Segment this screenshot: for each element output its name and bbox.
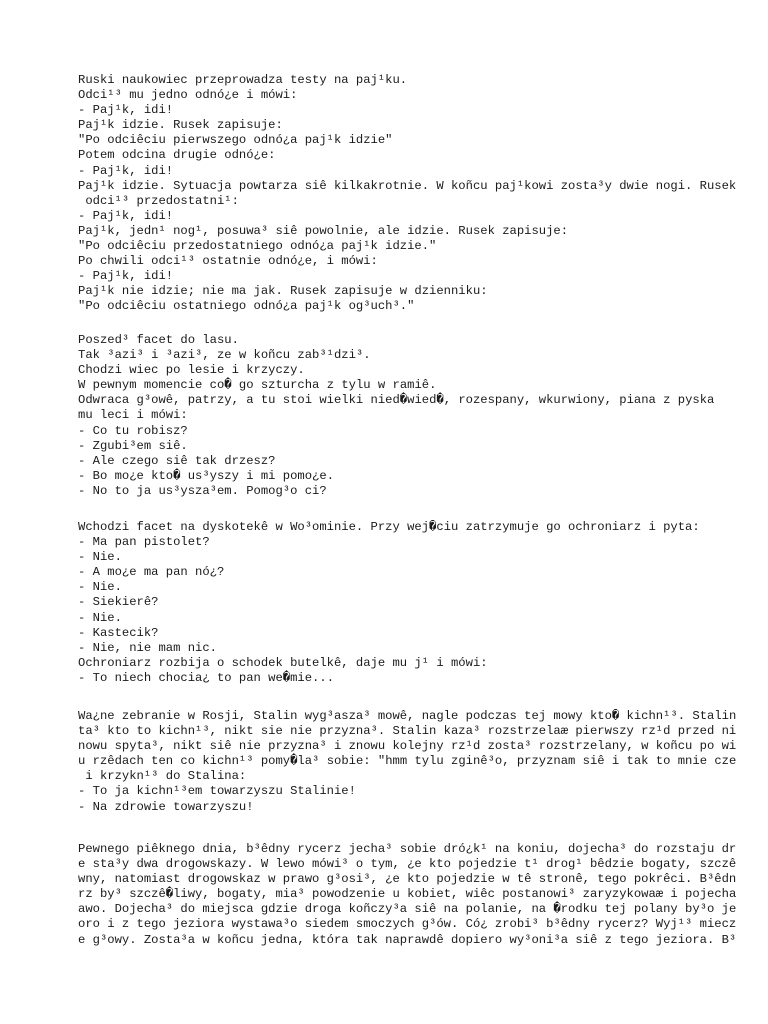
text-line: - Ma pan pistolet? [78,535,210,550]
text-line: awo. Dojecha³ do miejsca gdzie droga koñczy³a siê na polanie, na �rodku tej polany by³o je [78,902,737,917]
text-line: e sta³y dwa drogowskazy. W lewo mówi³ o tym, ¿e kto pojedzie t¹ drog¹ bêdzie bogaty, szczê [78,857,737,872]
text-line: u rzêdach ten co kichn¹³ pomy�la³ sobie: "hmm tylu zginê³o, przyznam siê i tak to mnie cze [78,754,737,769]
text-line: Wchodzi facet na dyskotekê w Wo³ominie. Przy wej�ciu zatrzymuje go ochroniarz i pyta: [78,520,700,534]
text-line: "Po odciêciu pierwszego odnó¿a paj¹k idzie" [78,133,393,148]
text-line: "Po odciêciu ostatniego odnó¿a paj¹k og³uch³." [78,299,415,314]
text-line: - Nie. [78,580,122,595]
text-line: rz by³ szczê�liwy, bogaty, mia³ powodzenie u kobiet, wiêc postanowi³ zaryzykowaæ i pojecha [78,887,737,902]
text-line: - Na zdrowie towarzyszu! [78,799,254,814]
text-line: mu leci i mówi: [78,408,188,423]
joke-knight [78,842,768,948]
text-line: Ochroniarz rozbija o schodek butelkê, daje mu j¹ i mówi: [78,655,488,670]
text-line: - Paj¹k, idi! [78,208,174,223]
text-line: - Kastecik? [78,625,159,640]
joke-stalin [78,709,768,815]
text-line: W pewnym momencie co� go szturcha z tylu w ramiê. [78,378,437,393]
text-line: Odwraca g³owê, patrzy, a tu stoi wielki nied�wied�, rozespany, wkurwiony, piana z pyska [78,393,715,408]
text-line: wny, natomiast drogowskaz w prawo g³osi³, ¿e kto pojedzie w tê stronê, tego pokrêci. B³êdn [78,872,737,887]
text-line: - Nie, nie mam nic. [78,640,217,655]
text-line: - To ja kichn¹³em towarzyszu Stalinie! [78,784,356,799]
text-line: - Nie. [78,610,122,625]
text-line: "Po odciêciu przedostatniego odnó¿a paj¹k idzie." [78,239,437,254]
text-line: - Bo mo¿e kto� us³yszy i mi pomo¿e. [78,468,335,483]
text-line: - To niech chocia¿ to pan we�mie... [78,670,335,685]
text-line: - Paj¹k, idi! [78,163,174,178]
text-line: - Zgubi³em siê. [78,438,188,453]
text-line: e g³owy. Zosta³a w koñcu jedna, która tak naprawdê dopiero wy³oni³a siê z tego jeziora. B³ [78,932,737,947]
text-line: - Ale czego siê tak drzesz? [78,453,276,468]
text-line: Paj¹k, jedn¹ nog¹, posuwa³ siê powolnie, ale idzie. Rusek zapisuje: [78,223,569,238]
text-line: Paj¹k idzie. Rusek zapisuje: [78,118,283,133]
text-line: - Co tu robisz? [78,423,188,438]
text-line: ta³ kto to kichn¹³, nikt sie nie przyzna³. Stalin kaza³ rozstrzelaæ pierwszy rz¹d przed ni [78,724,737,739]
text-line: - A mo¿e ma pan nó¿? [78,565,225,580]
text-line: odci¹³ przedostatni¹: [78,193,239,208]
text-line: nowu spyta³, nikt siê nie przyzna³ i znowu kolejny rz¹d zosta³ rozstrzelany, w koñcu po wi [78,739,737,754]
text-line: Ruski naukowiec przeprowadza testy na paj¹ku. [78,73,408,87]
joke-bear [78,333,768,499]
text-line: Poszed³ facet do lasu. [78,333,239,347]
text-line: Chodzi wiec po lesie i krzyczy. [78,363,305,378]
text-line: Wa¿ne zebranie w Rosji, Stalin wyg³asza³ mowê, nagle podczas tej mowy kto� kichn¹³. Stalin [78,709,737,723]
text-line: - Nie. [78,550,122,565]
text-line: - Paj¹k, idi! [78,103,174,118]
text-line: Tak ³azi³ i ³azi³, ze w koñcu zab³¹dzi³. [78,348,371,363]
text-line: Potem odcina drugie odnó¿e: [78,148,276,163]
text-line: Paj¹k nie idzie; nie ma jak. Rusek zapisuje w dzienniku: [78,284,488,299]
text-line: - No to ja us³ysza³em. Pomog³o ci? [78,483,327,498]
text-line: i krzykn¹³ do Stalina: [78,769,247,784]
text-line: - Siekierê? [78,595,159,610]
text-line: Pewnego piêknego dnia, b³êdny rycerz jecha³ sobie dró¿k¹ na koniu, dojecha³ do rozstaju dr [78,842,737,856]
text-line: Paj¹k idzie. Sytuacja powtarza siê kilkakrotnie. W koñcu paj¹kowi zosta³y dwie nogi. Rusek [78,178,737,193]
joke-disco [78,520,768,686]
text-line: Po chwili odci¹³ ostatnie odnó¿e, i mówi: [78,254,378,269]
text-line: - Paj¹k, idi! [78,269,174,284]
text-line: Odci¹³ mu jedno odnó¿e i mówi: [78,88,298,103]
text-line: oro i z tego jeziora wystawa³o siedem smoczych g³ów. Có¿ zrobi³ b³êdny rycerz? Wyj¹³ miecz [78,917,737,932]
joke-spider [78,73,768,315]
